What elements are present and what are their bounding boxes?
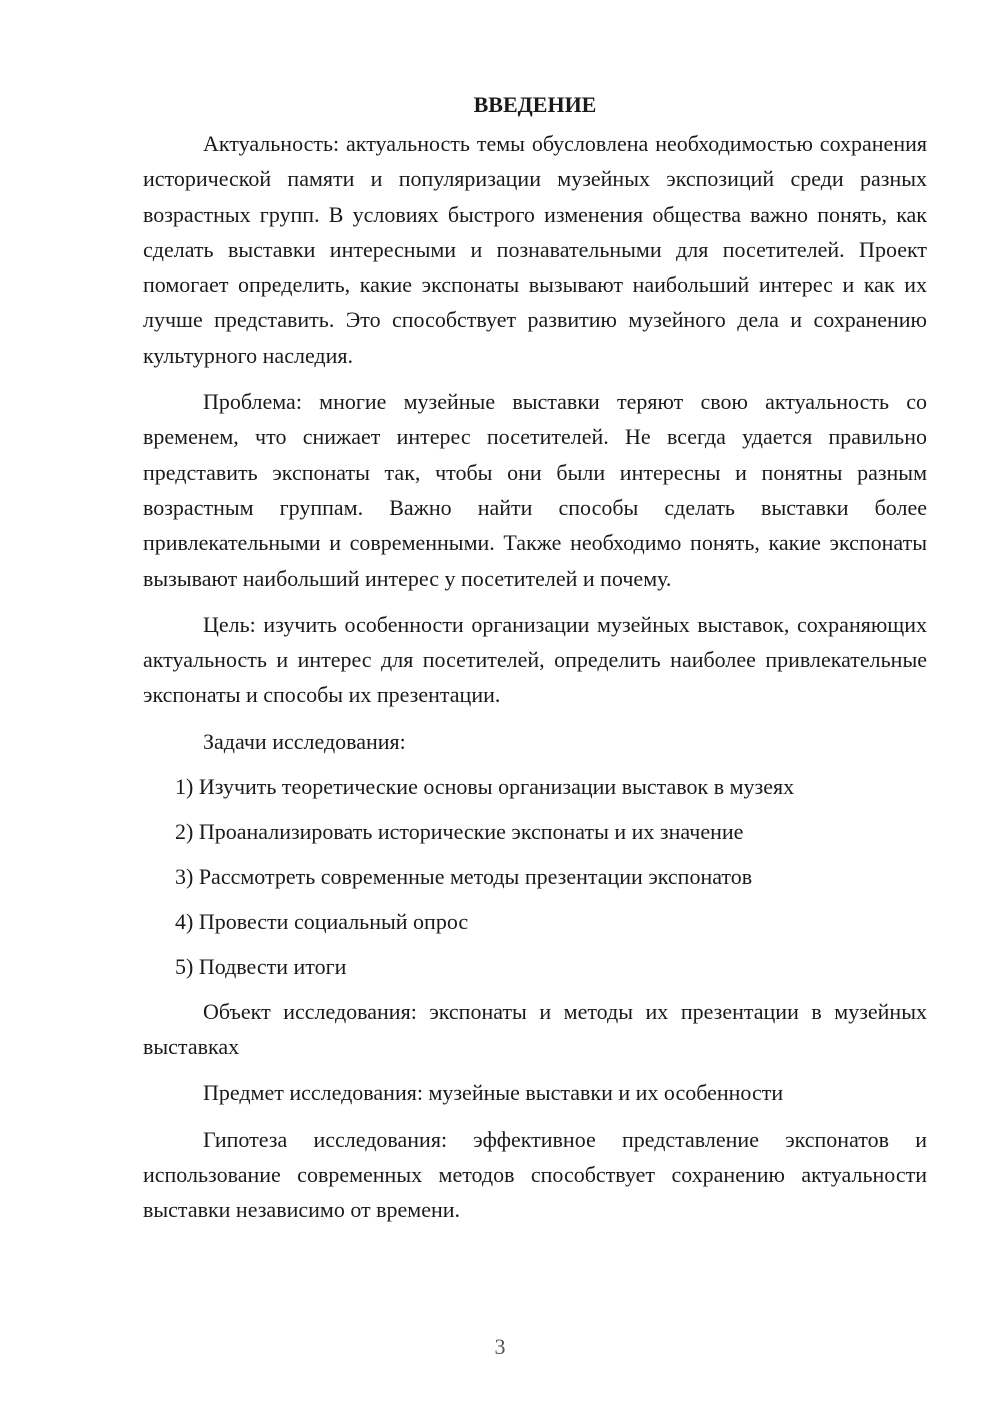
task-item-2: 2) Проанализировать исторические экспонаты и их значение: [175, 818, 744, 844]
tasks-label: Задачи исследования:: [203, 728, 406, 754]
page-title: ВВЕДЕНИЕ: [473, 92, 597, 117]
document-page: [143, 90, 927, 1228]
page-number: 3: [494, 1334, 506, 1359]
task-item-3: 3) Рассмотреть современные методы презентации экспонатов: [175, 863, 753, 889]
object-paragraph: Объект исследования: экспонаты и методы их презентации в музейных выставках: [143, 998, 927, 1060]
task-list: [143, 769, 927, 985]
goal-paragraph: Цель: изучить особенности организации музейных выставок, сохраняющих актуальность и интерес для посетителей, определить наиболее привлекательные экспонаты и способы их презентации.: [143, 611, 927, 708]
relevance-paragraph: Актуальность: актуальность темы обусловлена необходимостью сохранения исторической памяти и популяризации музейных экспозиций среди разных возрастных групп. В условиях быстрого изменения общества важно понять, как сделать выставки интересными и познавательными для посетителей. Проект помогает определить, какие экспонаты вызывают наибольший интерес и как их лучше представить. Это способствует развитию музейного дела и сохранению культурного наследия.: [143, 131, 927, 368]
task-item-5: 5) Подвести итоги: [175, 953, 347, 979]
task-item-4: 4) Провести социальный опрос: [175, 908, 469, 934]
hypothesis-paragraph: Гипотеза исследования: эффективное представление экспонатов и использование современных методов способствует сохранению актуальности выставки независимо от времени.: [143, 1126, 927, 1223]
subject-paragraph: Предмет исследования: музейные выставки и их особенности: [203, 1080, 784, 1106]
task-item-1: 1) Изучить теоретические основы организации выставок в музеях: [175, 773, 795, 799]
problem-paragraph: Проблема: многие музейные выставки теряют свою актуальность со временем, что снижает интерес посетителей. Не всегда удается правильно представить экспонаты так, чтобы они были интересны и понятны разным возрастным группам. Важно найти способы сделать выставки более привлекательными и современными. Также необходимо понять, какие экспонаты вызывают наибольший интерес у посетителей и почему.: [143, 389, 927, 591]
